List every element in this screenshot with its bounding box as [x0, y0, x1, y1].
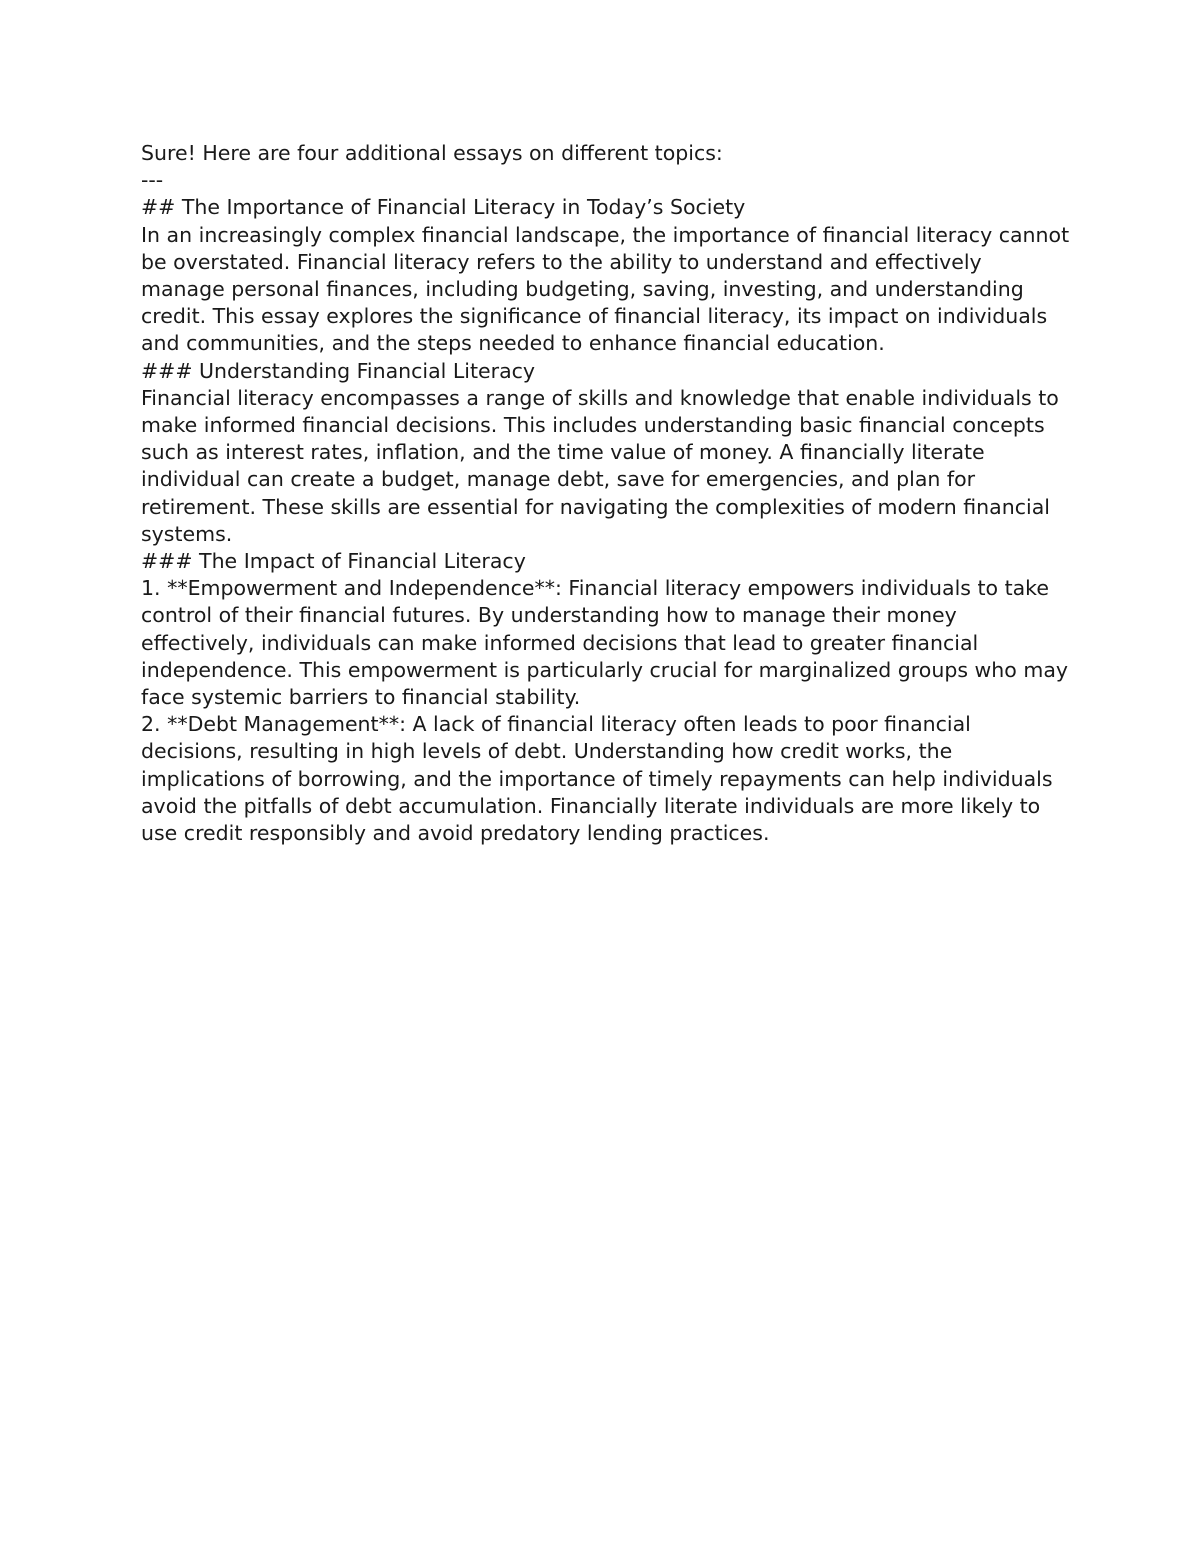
understanding-heading: ### Understanding Financial Literacy	[141, 358, 536, 383]
main-heading: ## The Importance of Financial Literacy in Today’s Society	[141, 195, 746, 220]
list-item: 2. **Debt Management**: A lack of financial literacy often leads to poor financial decisions, resulting in high levels of debt. Understanding how credit works, the implications of borrowing, and the importance of timely repayments can help individuals avoid the pitfalls of debt accumulation. Financially literate individuals are more likely to use credit responsibly and avoid predatory lending practices.	[141, 712, 1053, 846]
intro-text: Sure! Here are four additional essays on different topics:	[141, 141, 723, 165]
intro-paragraph: In an increasingly complex financial landscape, the importance of financial literacy cannot be overstated. Financial literacy refers to the ability to understand and effectively manage personal finances, including budgeting, saving, investing, and understanding credit. This essay explores the significance of financial literacy, its impact on individuals and communities, and the steps needed to enhance financial education.	[141, 222, 1070, 356]
understanding-paragraph: Financial literacy encompasses a range of skills and knowledge that enable individuals to make informed financial decisions. This includes understanding basic financial concepts such as interest rates, inflation, and the time value of money. A financially literate individual can create a budget, manage debt, save for emergencies, and plan for retirement. These skills are essential for navigating the complexities of modern financial systems.	[141, 385, 1059, 546]
list-item: 1. **Empowerment and Independence**: Financial literacy empowers individuals to take control of their financial futures. By understanding how to manage their money effectively, individuals can make informed decisions that lead to greater financial independence. This empowerment is particularly crucial for marginalized groups who may face systemic barriers to financial stability.	[141, 576, 1069, 710]
impact-heading: ### The Impact of Financial Literacy	[141, 549, 526, 574]
document-body	[141, 140, 1071, 847]
separator-text: ---	[141, 168, 164, 193]
